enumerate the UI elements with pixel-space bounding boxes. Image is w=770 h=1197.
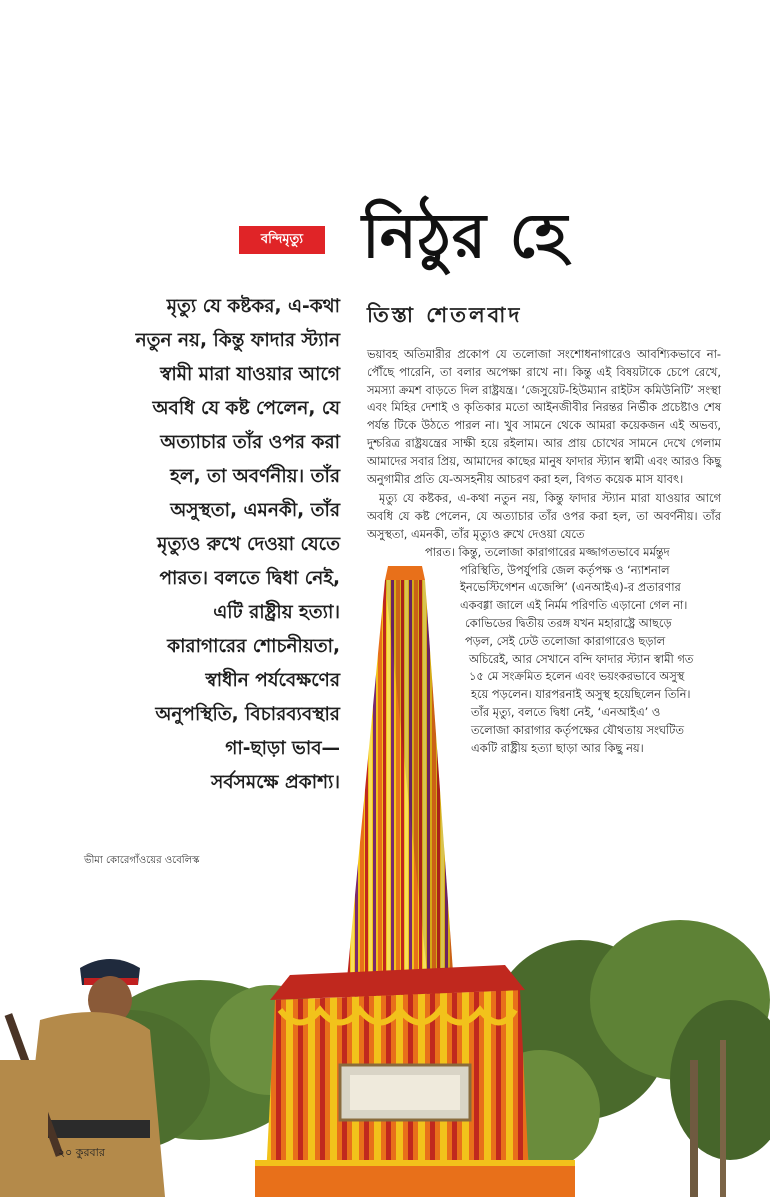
- body-line: কোভিডের দ্বিতীয় তরঙ্গ যখন মহারাষ্ট্রে আছড়ে: [465, 615, 672, 630]
- pull-quote-line: অবধি যে কষ্ট পেলেন, যে: [152, 398, 340, 419]
- body-line: ইনভেস্টিগেশন এজেন্সি’ (এনআইএ)-র প্রতারণার: [460, 580, 681, 595]
- pull-quote-line: পারত। বলতে দ্বিধা নেই,: [159, 568, 340, 589]
- body-line: হয়ে পড়লেন। যারপরনাই অসুস্থ হয়েছিলেন তিনি।: [471, 687, 691, 702]
- pull-quote-line: স্বামী মারা যাওয়ার আগে: [160, 364, 340, 385]
- pull-quote-line: গা-ছাড়া ভাব—: [225, 738, 340, 759]
- pull-quote-line: হল, তা অবর্ণনীয়। তাঁর: [170, 466, 340, 487]
- pull-quote-line: মৃত্যু যে কষ্টকর, এ-কথা: [166, 296, 340, 317]
- body-line: অচিরেই, আর সেখানে বন্দি ফাদার স্ট্যান স্বামী গত: [469, 651, 694, 666]
- author-byline: তিস্তা শেতলবাদ: [367, 303, 523, 327]
- pull-quote-line: অত্যাচার তাঁর ওপর করা: [160, 432, 340, 453]
- page-title: নিঠুর হে: [362, 199, 569, 272]
- pull-quote-line: অসুস্থতা, এমনকী, তাঁর: [170, 500, 340, 521]
- pull-quote: [100, 290, 340, 800]
- pull-quote-line: অনুপস্থিতি, বিচারব্যবস্থার: [155, 704, 340, 725]
- pull-quote-line: নতুন নয়, কিন্তু ফাদার স্ট্যান: [135, 330, 340, 351]
- photo-caption: ভীমা কোরেগাঁওয়ের ওবেলিস্ক: [84, 855, 200, 866]
- body-paragraph: ভয়াবহ অতিমারীর প্রকোপ যে তলোজা সংশোধনাগারেও আবশ্যিকভাবে না-পৌঁছে পারেনি, তা বলার অপেক্ষা রাখে না। কিন্তু এই বিষয়টাকে চেপে রেখে, সমস্যা ক্রমশ বাড়তে দিল রাষ্ট্রযন্ত্র। ‘জেসুয়েট-হিউম্যান রাইটস কমিউনিটি’ সংস্থা এবং মিহির দেশাই ও কৃতিকার মতো আইনজীবীর নিরন্তর নির্ভীক প্রচেষ্টাও শেষ পর্যন্ত টিকে উঠতে পারল না। খুব সামনে থেকে আমরা কয়েকজন এই অভব্য, দুশ্চরিত্র রাষ্ট্রযন্ত্রের সাক্ষী হয়ে রইলাম। আর প্রায় চোখের সামনে দেখে গেলাম আমাদের সবার প্রিয়, আমাদের কাছের মানুষ ফাদার স্ট্যান স্বামী এবং আরও কিছু অনুগামীর প্রতি যে-অসহনীয় আচরণ করা হল, বিগত কয়েক মাস যাবৎ।: [367, 347, 721, 486]
- pull-quote-line: মৃত্যুও রুখে দেওয়া যেতে: [157, 534, 340, 555]
- pull-quote-line: এটি রাষ্ট্রীয় হত্যা।: [213, 602, 340, 623]
- article-body: [367, 346, 721, 757]
- pull-quote-line: সর্বসমক্ষে প্রকাশ্য।: [211, 772, 340, 793]
- section-tag: বন্দিমৃত্যু: [239, 226, 325, 254]
- pull-quote-line: কারাগারের শোচনীয়তা,: [167, 636, 340, 657]
- body-line: একবগ্গা জালে এই নির্মম পরিণতি এড়ানো গেল না।: [460, 598, 688, 613]
- body-line: তাঁর মৃত্যু, বলতে দ্বিধা নেই, ‘এনআইএ’ ও: [471, 704, 661, 719]
- body-line: ১৫ মে সংক্রমিত হলেন এবং ভয়ংকরভাবে অসুস্থ: [469, 669, 685, 684]
- body-paragraph-continued: [367, 544, 721, 758]
- page-number: ২০ কুরবার: [58, 1146, 105, 1159]
- body-line: পড়ল, সেই ঢেউ তলোজা কারাগারেও ছড়াল: [465, 633, 666, 648]
- body-line: পারত। কিন্তু, তলোজা কারাগারের মজ্জাগতভাবে মর্মন্তুদ: [425, 544, 670, 559]
- body-line: তলোজা কারাগার কর্তৃপক্ষের যৌথতায় সংঘটিত: [471, 722, 684, 737]
- body-line: পরিস্থিতি, উপর্যুপরি জেল কর্তৃপক্ষ ও ‘ন্যাশনাল: [460, 562, 670, 577]
- pull-quote-line: স্বাধীন পর্যবেক্ষণের: [205, 670, 340, 691]
- body-line: একটি রাষ্ট্রীয় হত্যা ছাড়া আর কিছু নয়।: [471, 740, 644, 755]
- body-paragraph: মৃত্যু যে কষ্টকর, এ-কথা নতুন নয়, কিন্তু ফাদার স্ট্যান মারা যাওয়ার আগে অবধি যে কষ্ট পেলেন, যে অত্যাচার তাঁর ওপর করা হল, তা অবর্ণনীয়। তাঁর অসুস্থতা, এমনকী, তাঁর মৃত্যুও রুখে দেওয়া যেতে: [367, 491, 721, 541]
